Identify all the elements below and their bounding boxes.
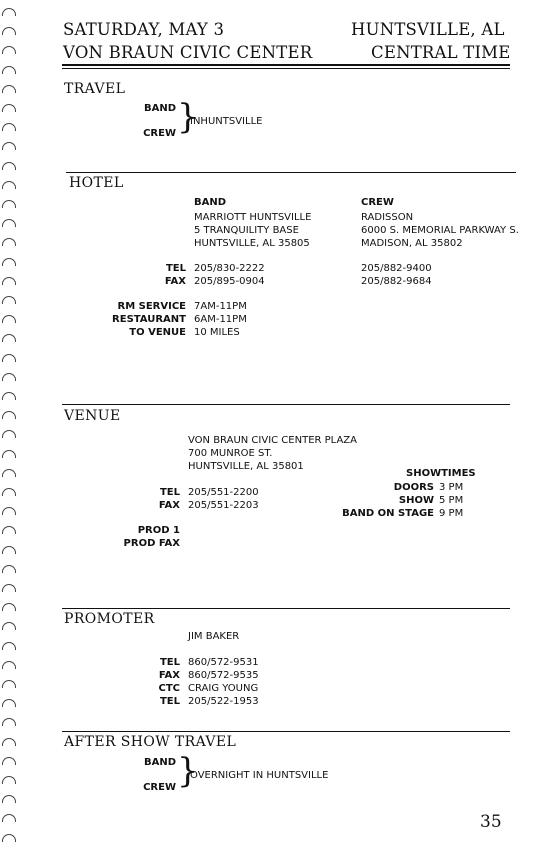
binding-ring (2, 546, 16, 554)
binding-ring (2, 526, 16, 534)
hotel-band-address2: HUNTSVILLE, AL 35805 (194, 238, 310, 249)
after-show-value: OVERNIGHT IN HUNTSVILLE (190, 770, 329, 781)
promoter-tel2: 205/522-1953 (188, 696, 259, 707)
binding-ring (2, 181, 16, 189)
venue-name: VON BRAUN CIVIC CENTER PLAZA (188, 435, 357, 446)
hotel-tel-label: TEL (165, 263, 186, 274)
showtimes-band-on-stage-label: BAND ON STAGE (342, 508, 434, 519)
binding-ring (2, 603, 16, 611)
binding-ring (2, 296, 16, 304)
showtimes-show-label: SHOW (398, 495, 434, 506)
binding-ring (2, 738, 16, 746)
binding-ring (2, 622, 16, 630)
hotel-rm-service: 7AM-11PM (194, 301, 247, 312)
binding-ring (2, 507, 16, 515)
venue-fax: 205/551-2203 (188, 500, 259, 511)
binding-ring (2, 488, 16, 496)
hotel-restaurant: 6AM-11PM (194, 314, 247, 325)
hotel-rm-service-label: RM SERVICE (117, 301, 186, 312)
divider (62, 731, 510, 732)
after-show-brace-icon: } (177, 751, 199, 791)
header-timezone: CENTRAL TIME (371, 43, 511, 62)
binding-ring (2, 411, 16, 419)
promoter-fax-label: FAX (158, 670, 180, 681)
promoter-ctc: CRAIG YOUNG (188, 683, 259, 694)
header-venue: VON BRAUN CIVIC CENTER (63, 43, 313, 62)
page-number: 35 (480, 812, 502, 832)
hotel-band-heading: BAND (194, 197, 227, 208)
hotel-to-venue-label: TO VENUE (129, 327, 186, 338)
promoter-ctc-label: CTC (158, 683, 180, 694)
hotel-crew-fax: 205/882-9684 (361, 276, 432, 287)
binding-ring (2, 757, 16, 765)
promoter-tel: 860/572-9531 (188, 657, 259, 668)
hotel-to-venue: 10 MILES (194, 327, 240, 338)
binding-ring (2, 814, 16, 822)
binding-ring (2, 315, 16, 323)
venue-title: VENUE (64, 408, 121, 424)
binding-ring (2, 718, 16, 726)
binding-ring (2, 699, 16, 707)
promoter-title: PROMOTER (64, 611, 155, 627)
venue-tel-label: TEL (159, 487, 180, 498)
after-show-band-label: BAND (143, 757, 176, 768)
venue-address1: 700 MUNROE ST. (188, 448, 273, 459)
binding-ring (2, 123, 16, 131)
binding-ring (2, 200, 16, 208)
binding-ring (2, 85, 16, 93)
hotel-crew-heading: CREW (361, 197, 394, 208)
divider (62, 404, 510, 405)
promoter-name: JIM BAKER (188, 631, 240, 642)
binding-ring (2, 834, 16, 842)
hotel-band-name: MARRIOTT HUNTSVILLE (194, 212, 312, 223)
after-show-crew-label: CREW (143, 782, 176, 793)
promoter-fax: 860/572-9535 (188, 670, 259, 681)
showtimes-heading: SHOWTIMES (406, 468, 476, 479)
header-date: SATURDAY, MAY 3 (63, 20, 225, 39)
venue-fax-label: FAX (158, 500, 180, 511)
hotel-crew-tel: 205/882-9400 (361, 263, 432, 274)
binding-ring (2, 27, 16, 35)
binding-ring (2, 680, 16, 688)
binding-ring (2, 776, 16, 784)
binding-ring (2, 469, 16, 477)
venue-prod1-label: PROD 1 (137, 525, 180, 536)
hotel-band-tel: 205/830-2222 (194, 263, 265, 274)
binding-ring (2, 334, 16, 342)
travel-crew-label: CREW (143, 128, 176, 139)
binding-ring (2, 584, 16, 592)
hotel-band-address1: 5 TRANQUILITY BASE (194, 225, 299, 236)
promoter-tel-label: TEL (159, 657, 180, 668)
after-show-title: AFTER SHOW TRAVEL (64, 734, 237, 750)
venue-tel: 205/551-2200 (188, 487, 259, 498)
divider (62, 608, 510, 609)
showtimes-band-on-stage: 9 PM (439, 508, 464, 519)
binding-ring (2, 104, 16, 112)
travel-title: TRAVEL (64, 81, 126, 97)
binding-ring (2, 661, 16, 669)
venue-prodfax-label: PROD FAX (123, 538, 180, 549)
hotel-crew-address2: MADISON, AL 35802 (361, 238, 463, 249)
travel-brace-icon: } (177, 97, 199, 137)
binding-ring (2, 258, 16, 266)
binding-ring (2, 277, 16, 285)
travel-band-label: BAND (143, 103, 176, 114)
hotel-crew-name: RADISSON (361, 212, 414, 223)
binding-ring (2, 450, 16, 458)
binding-ring (2, 354, 16, 362)
divider (66, 172, 516, 173)
header-rule-bottom (62, 68, 510, 69)
header-rule-top (62, 64, 510, 66)
binding-ring (2, 565, 16, 573)
venue-address2: HUNTSVILLE, AL 35801 (188, 461, 304, 472)
binding-ring (2, 430, 16, 438)
binding-ring (2, 219, 16, 227)
hotel-crew-address1: 6000 S. MEMORIAL PARKWAY S. (361, 225, 519, 236)
hotel-restaurant-label: RESTAURANT (112, 314, 186, 325)
promoter-tel2-label: TEL (159, 696, 180, 707)
spiral-binding (2, 8, 18, 844)
header-city: HUNTSVILLE, AL (351, 20, 505, 39)
binding-ring (2, 66, 16, 74)
showtimes-show: 5 PM (439, 495, 464, 506)
travel-value: INHUNTSVILLE (190, 116, 263, 127)
binding-ring (2, 142, 16, 150)
hotel-title: HOTEL (69, 175, 124, 191)
binding-ring (2, 46, 16, 54)
showtimes-doors: 3 PM (439, 482, 464, 493)
binding-ring (2, 162, 16, 170)
binding-ring (2, 392, 16, 400)
hotel-band-fax: 205/895-0904 (194, 276, 265, 287)
binding-ring (2, 642, 16, 650)
binding-ring (2, 795, 16, 803)
binding-ring (2, 238, 16, 246)
hotel-fax-label: FAX (164, 276, 186, 287)
showtimes-doors-label: DOORS (393, 482, 434, 493)
binding-ring (2, 373, 16, 381)
binding-ring (2, 8, 16, 16)
